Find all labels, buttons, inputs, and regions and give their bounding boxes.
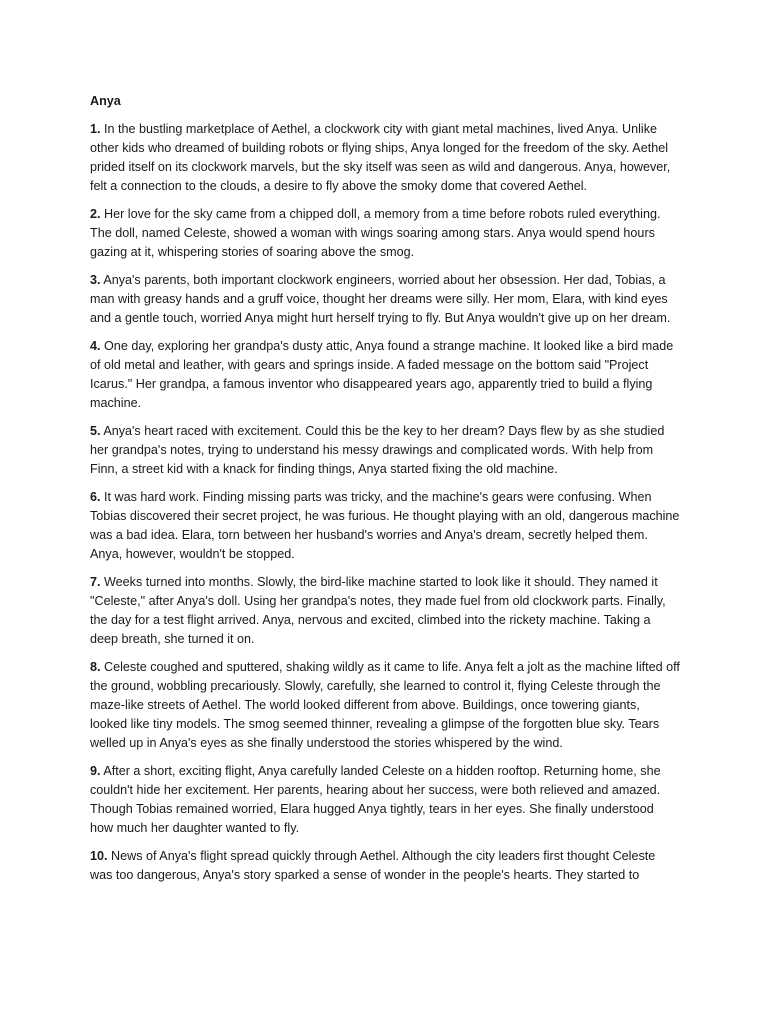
paragraph-number: 10.: [90, 849, 108, 863]
document-body: [90, 92, 680, 894]
paragraph-1: [90, 120, 680, 196]
paragraph-2: [90, 205, 680, 262]
paragraph-text: Celeste coughed and sputtered, shaking wildly as it came to life. Anya felt a jolt as the machine lifted off the ground, wobbling precariously. Slowly, carefully, she learned to control it, flying Celeste through the maze-like streets of Aethel. The world looked different from above. Buildings, once towering giants, looked like tiny models. The smog seemed thinner, revealing a glimpse of the forgotten blue sky. Tears welled up in Anya's eyes as she finally understood the stories whispered by the wind.: [90, 660, 680, 750]
paragraph-number: 1.: [90, 122, 101, 136]
paragraph-4: [90, 337, 680, 413]
paragraph-number: 6.: [90, 490, 101, 504]
paragraph-text: After a short, exciting flight, Anya carefully landed Celeste on a hidden rooftop. Returning home, she couldn't hide her excitement. Her parents, hearing about her success, were both relieved and amazed. Though Tobias remained worried, Elara hugged Anya tightly, tears in her eyes. She finally understood how much her daughter wanted to fly.: [90, 764, 661, 835]
paragraph-number: 9.: [90, 764, 101, 778]
paragraph-text: News of Anya's flight spread quickly through Aethel. Although the city leaders first thought Celeste was too dangerous, Anya's story sparked a sense of wonder in the people's hearts. They started to: [90, 849, 656, 882]
paragraph-number: 4.: [90, 339, 101, 353]
paragraph-number: 8.: [90, 660, 101, 674]
paragraph-text: Anya's parents, both important clockwork engineers, worried about her obsession. Her dad, Tobias, a man with greasy hands and a gruff voice, thought her dreams were silly. Her mom, Elara, with kind eyes and a gentle touch, worried Anya might hurt herself trying to fly. But Anya wouldn't give up on her dream.: [90, 273, 671, 325]
paragraph-text: It was hard work. Finding missing parts was tricky, and the machine's gears were confusing. When Tobias discovered their secret project, he was furious. He thought playing with an old, dangerous machine was a bad idea. Elara, torn between her husband's worries and Anya's dream, secretly helped them. Anya, however, wouldn't be stopped.: [90, 490, 680, 561]
paragraph-7: [90, 573, 680, 649]
paragraph-text: In the bustling marketplace of Aethel, a clockwork city with giant metal machines, lived Anya. Unlike other kids who dreamed of building robots or flying ships, Anya longed for the freedom of the sky. Aethel prided itself on its clockwork marvels, but the sky itself was seen as wild and dangerous. Anya, however, felt a connection to the clouds, a desire to fly above the smoky dome that covered Aethel.: [90, 122, 671, 193]
paragraph-9: [90, 762, 680, 838]
paragraph-number: 2.: [90, 207, 101, 221]
paragraph-number: 5.: [90, 424, 101, 438]
paragraph-text: One day, exploring her grandpa's dusty attic, Anya found a strange machine. It looked like a bird made of old metal and leather, with gears and springs inside. A faded message on the bottom said "Project Icarus." Her grandpa, a famous inventor who disappeared years ago, apparently tried to build a flying machine.: [90, 339, 674, 410]
paragraph-5: [90, 422, 680, 479]
paragraph-text: Weeks turned into months. Slowly, the bird-like machine started to look like it should. They named it "Celeste," after Anya's doll. Using her grandpa's notes, they made fuel from old clockwork parts. Finally, the day for a test flight arrived. Anya, nervous and excited, climbed into the rickety machine. Taking a deep breath, she turned it on.: [90, 575, 666, 646]
paragraph-3: [90, 271, 680, 328]
paragraph-6: [90, 488, 680, 564]
paragraph-8: [90, 658, 680, 753]
paragraph-10: [90, 847, 680, 885]
paragraph-number: 3.: [90, 273, 101, 287]
document-title: Anya: [90, 94, 121, 108]
paragraph-number: 7.: [90, 575, 101, 589]
paragraph-text: Her love for the sky came from a chipped doll, a memory from a time before robots ruled everything. The doll, named Celeste, showed a woman with wings soaring among stars. Anya would spend hours gazing at it, whispering stories of soaring above the smog.: [90, 207, 661, 259]
paragraph-text: Anya's heart raced with excitement. Could this be the key to her dream? Days flew by as she studied her grandpa's notes, trying to understand his messy drawings and complicated words. With help from Finn, a street kid with a knack for finding things, Anya started fixing the old machine.: [90, 424, 665, 476]
